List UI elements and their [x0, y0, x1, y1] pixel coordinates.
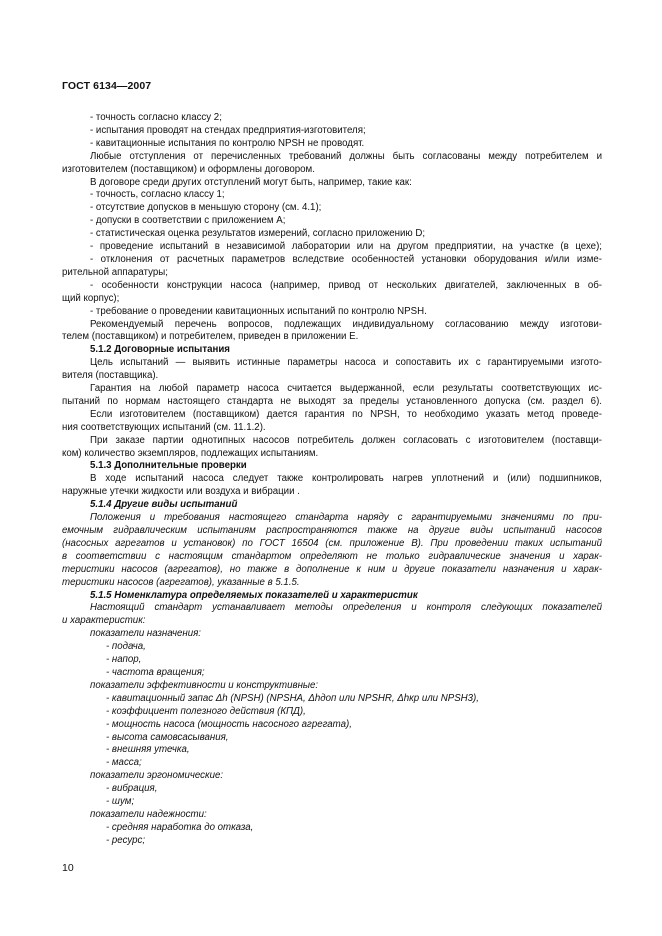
text-line: - масса; — [106, 757, 142, 769]
text-line: Если изготовителем (поставщиком) дается гарантия по NPSH, то необходимо указать метод проведе- — [90, 408, 602, 420]
text-line: Положения и требования настоящего стандарта наряду с гарантируемыми значениями по при- — [90, 512, 602, 524]
text-line: - высота самовсасывания, — [106, 731, 229, 743]
text-line: - испытания проводят на стендах предприятия-изготовителя; — [90, 124, 366, 136]
text-line: - шум; — [106, 796, 135, 808]
text-line: наружные утечки жидкости или воздуха и вибрации . — [62, 486, 300, 498]
text-line: - мощность насоса (мощность насосного агрегата), — [106, 718, 352, 730]
standard-header: ГОСТ 6134—2007 — [62, 80, 152, 92]
text-line: - вибрация, — [106, 783, 158, 795]
text-line: - особенности конструкции насоса (например, привод от нескольких двигателей, заключенных в об- — [90, 279, 602, 291]
section-heading: 5.1.4 Другие виды испытаний — [90, 499, 238, 511]
text-line: - средняя наработка до отказа, — [106, 821, 254, 833]
page-number: 10 — [62, 862, 74, 874]
text-line: емочным гидравлическим испытаниям распространяются также на другие виды испытаний насосов — [62, 525, 602, 536]
text-line: изготовителем (поставщиком) и оформлены договором. — [62, 163, 315, 175]
text-line: телем (поставщиком) и потребителем, приведен в приложении Е. — [62, 331, 359, 343]
text-line: показатели надежности: — [90, 808, 207, 820]
text-line: показатели эффективности и конструктивные: — [90, 679, 319, 691]
text-line: В ходе испытаний насоса следует также контролировать нагрев уплотнений и (или) подшипников, — [90, 473, 602, 485]
text-line: и характеристик: — [62, 615, 146, 627]
text-line: - точность, согласно классу 1; — [90, 189, 225, 201]
text-line: показатели эргономические: — [90, 770, 224, 782]
text-line: - подача, — [106, 641, 146, 653]
text-line: теристики насосов (агрегатов), указанные в 5.1.5. — [62, 576, 300, 588]
text-line: При заказе партии однотипных насосов потребитель должен согласовать с изготовителем (поставщи- — [90, 434, 602, 446]
text-line: - требование о проведении кавитационных испытаний по контролю NPSH. — [90, 305, 427, 317]
text-line: В договоре среди других отступлений могут быть, например, такие как: — [90, 176, 412, 188]
text-line: - кавитационные испытания по контролю NPSH не проводят. — [90, 137, 365, 149]
text-line: показатели назначения: — [90, 628, 201, 640]
text-line: Гарантия на любой параметр насоса считается выдержанной, если результаты соответствующих ис- — [90, 383, 602, 395]
section-heading: 5.1.5 Номенклатура определяемых показателей и характеристик — [90, 589, 418, 601]
text-line: вителя (поставщика). — [62, 370, 159, 382]
text-line: - отклонения от расчетных параметров вследствие особенностей установки оборудования и/или изме- — [90, 253, 602, 265]
text-line: теристики насосов (агрегатов), но также в дополнение к ним и другие показатели назначения и харак- — [62, 563, 602, 575]
text-line: (насосных агрегатов и установок) по ГОСТ 16504 (см. приложение В). При проведении таких испытаний — [62, 537, 602, 549]
text-line: щий корпус); — [62, 292, 120, 304]
text-line: - допуски в соответствии с приложением А; — [90, 215, 286, 227]
text-line: - коэффициент полезного действия (КПД), — [106, 705, 306, 717]
text-line: ком) количество экземпляров, подлежащих испытаниям. — [62, 447, 319, 459]
section-heading: 5.1.2 Договорные испытания — [90, 344, 230, 356]
text-line: - ресурс; — [106, 834, 146, 846]
text-line: рительной аппаратуры; — [62, 266, 168, 278]
text-line: - внешняя утечка, — [106, 744, 190, 756]
text-line: Настоящий стандарт устанавливает методы определения и контроля следующих показателей — [90, 602, 602, 614]
text-line: - статистическая оценка результатов измерений, согласно приложению D; — [90, 228, 426, 240]
text-line: - кавитационный запас Δh (NPSH) (NPSHA, Δhдоп или NPSHR, Δhкр или NPSH3), — [106, 692, 479, 704]
text-line: - проведение испытаний в независимой лаборатории или на другом предприятии, на участке (в цехе); — [90, 241, 602, 253]
text-line: ния соответствующих испытаний (см. 11.1.2). — [62, 421, 266, 433]
text-line: - отсутствие допусков в меньшую сторону (см. 4.1); — [90, 202, 322, 214]
text-line: пытаний по нормам настоящего стандарта не выходят за пределы установленного допуска (см. раздел 6). — [62, 395, 602, 407]
text-line: в соответствии с настоящим стандартом определяют не только гидравлические значения и харак- — [62, 550, 602, 562]
text-line: Любые отступления от перечисленных требований должны быть согласованы между потребителем и — [90, 150, 602, 162]
text-line: - частота вращения; — [106, 666, 205, 678]
text-line: Цель испытаний — выявить истинные параметры насоса и сопоставить их с гарантируемыми изгото- — [90, 357, 602, 369]
text-line: Рекомендуемый перечень вопросов, подлежащих индивидуальному согласованию между изготови- — [90, 318, 602, 330]
document-body — [62, 112, 602, 848]
section-heading: 5.1.3 Дополнительные проверки — [90, 460, 247, 472]
text-line: - точность согласно классу 2; — [90, 112, 222, 123]
text-line: - напор, — [106, 654, 142, 666]
